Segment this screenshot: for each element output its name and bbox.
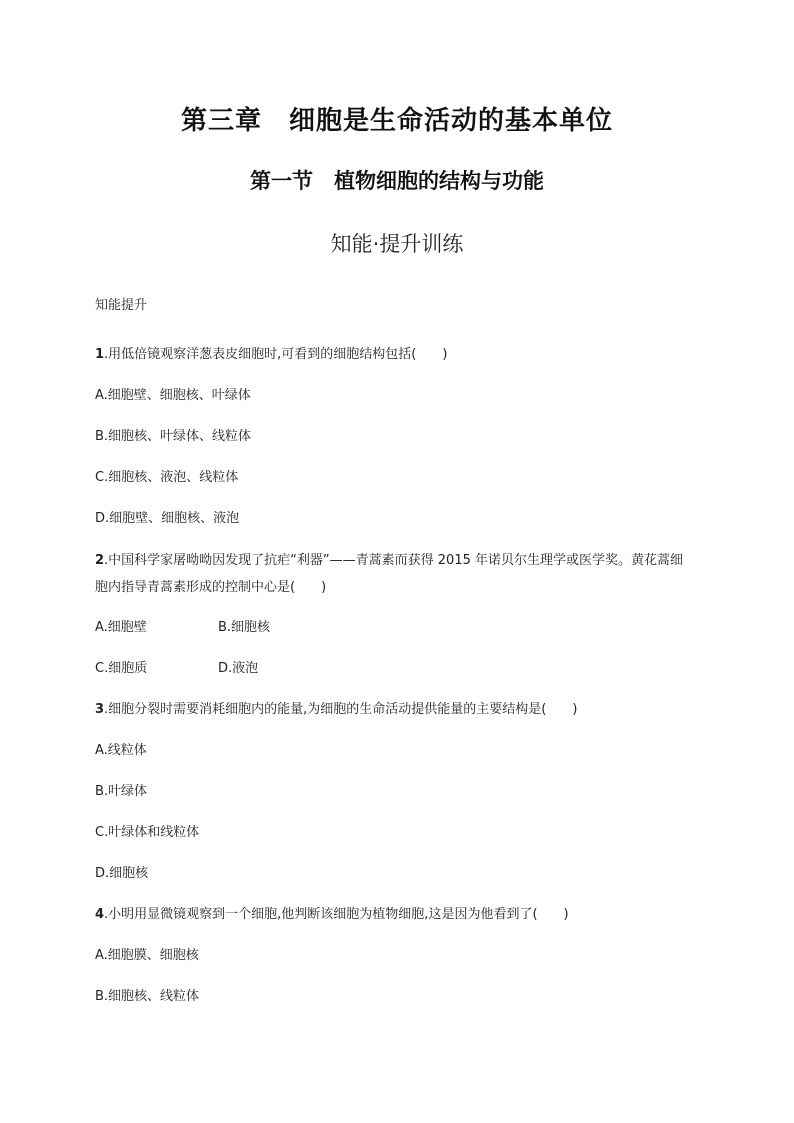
question-3-option-d: D.细胞核 xyxy=(95,866,149,881)
part-label: 知能提升 xyxy=(95,298,148,313)
question-4-option-b: B.细胞核、线粒体 xyxy=(95,989,200,1004)
question-1-option-b: B.细胞核、叶绿体、线粒体 xyxy=(95,429,252,444)
question-1-option-d: D.细胞壁、细胞核、液泡 xyxy=(95,511,240,526)
question-text: .小明用显微镜观察到一个细胞,他判断该细胞为植物细胞,这是因为他看到了( ) xyxy=(104,907,569,922)
question-4-option-a: A.细胞膜、细胞核 xyxy=(95,948,199,963)
question-1-option-a: A.细胞壁、细胞核、叶绿体 xyxy=(95,388,251,403)
section-title: 第一节 植物细胞的结构与功能 xyxy=(250,169,544,193)
question-2-option-d: D.液泡 xyxy=(218,661,259,676)
question-3-option-b: B.叶绿体 xyxy=(95,784,148,799)
question-3-option-a: A.线粒体 xyxy=(95,743,147,758)
question-2-option-a: A.细胞壁 xyxy=(95,620,147,635)
question-4-stem xyxy=(95,907,569,923)
question-text: .细胞分裂时需要消耗细胞内的能量,为细胞的生命活动提供能量的主要结构是( ) xyxy=(104,702,578,717)
question-text: .中国科学家屠呦呦因发现了抗疟“利器”——青蒿素而获得 2015 年诺贝尔生理学或医学奖。黄花蒿细胞内指导青蒿素形成的控制中心是( ) xyxy=(95,553,683,595)
exercise-subtitle: 知能·提升训练 xyxy=(330,232,464,256)
question-number: 1 xyxy=(95,347,105,362)
question-2-option-b: B.细胞核 xyxy=(218,620,271,635)
chapter-title: 第三章 细胞是生命活动的基本单位 xyxy=(180,106,613,136)
question-1-option-c: C.细胞核、液泡、线粒体 xyxy=(95,470,239,485)
question-number: 2 xyxy=(95,553,105,568)
question-3-option-c: C.叶绿体和线粒体 xyxy=(95,825,200,840)
question-text: .用低倍镜观察洋葱表皮细胞时,可看到的细胞结构包括( ) xyxy=(104,347,448,362)
question-number: 3 xyxy=(95,702,105,717)
question-1-stem xyxy=(95,347,447,363)
question-3-stem xyxy=(95,702,577,718)
question-number: 4 xyxy=(95,907,105,922)
question-2-stem xyxy=(95,547,695,601)
question-2-option-c: C.细胞质 xyxy=(95,661,148,676)
